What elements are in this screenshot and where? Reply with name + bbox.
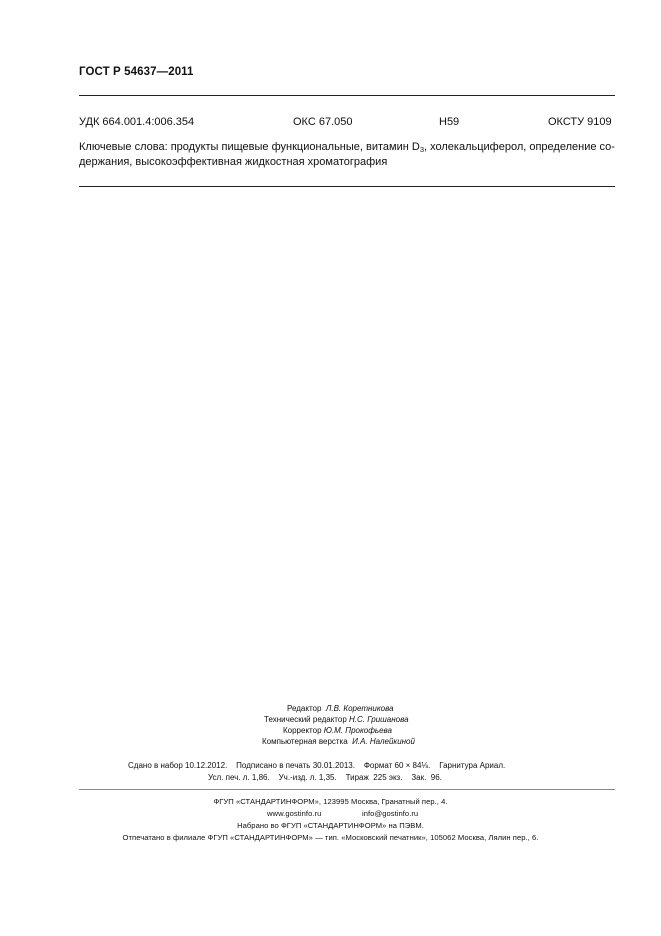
publisher-line-1: ФГУП «СТАНДАРТИНФОРМ», 123995 Москва, Гранатный пер., 4.: [213, 797, 448, 806]
header-divider: [79, 95, 615, 96]
keywords-line-1: [79, 140, 619, 155]
oks-code: ОКС 67.050: [293, 116, 353, 128]
corrector-line: [283, 725, 392, 736]
layout-line: [262, 736, 415, 747]
corrector-label: Корректор: [283, 726, 322, 735]
tech-editor-line: [264, 714, 409, 725]
keywords-line-2: держания, высокоэффективная жидкостная хроматография: [79, 156, 388, 168]
keywords-block: [79, 140, 619, 170]
keywords-divider: [79, 186, 615, 187]
tech-editor-label: Технический редактор: [264, 715, 347, 724]
keywords-text: Ключевые слова: продукты пищевые функциональные, витамин D: [79, 141, 420, 153]
vitamin-subscript: 3: [419, 145, 424, 154]
editor-line: [287, 703, 394, 714]
corrector-name: Ю.М. Прокофьева: [323, 726, 392, 735]
tech-editor-name: Н.С. Гришанова: [349, 715, 409, 724]
okstu-code: ОКСТУ 9109: [548, 116, 612, 128]
udk-code: УДК 664.001.4:006.354: [79, 116, 195, 128]
publisher-divider: [79, 789, 615, 790]
publisher-line-3: Набрано во ФГУП «СТАНДАРТИНФОРМ» на ПЭВМ.: [237, 821, 424, 830]
editor-name: Л.В. Коретникова: [325, 704, 394, 713]
document-code: ГОСТ Р 54637—2011: [79, 66, 194, 78]
publisher-website[interactable]: www.gostinfo.ru: [267, 809, 322, 818]
keywords-text-cont: , холекальциферол, определение со-: [424, 141, 615, 153]
layout-label: Компьютерная верстка: [262, 737, 348, 746]
group-code: Н59: [439, 116, 460, 128]
publisher-email[interactable]: info@gostinfo.ru: [362, 809, 419, 818]
editor-label: Редактор: [287, 704, 322, 713]
publisher-line-4: Отпечатано в филиале ФГУП «СТАНДАРТИНФОРМ» — тип. «Московский печатник», 105062 Москва, Лялин пер., 6.: [122, 833, 539, 842]
print-info-line-2: Усл. печ. л. 1,86. Уч.-изд. л. 1,35. Тираж 225 экз. Зак. 96.: [208, 773, 442, 782]
layout-name: И.А. Налейкиной: [352, 737, 415, 746]
print-info-line-1: Сдано в набор 10.12.2012. Подписано в печать 30.01.2013. Формат 60 × 84⅛. Гарнитура Ариал.: [128, 761, 506, 770]
